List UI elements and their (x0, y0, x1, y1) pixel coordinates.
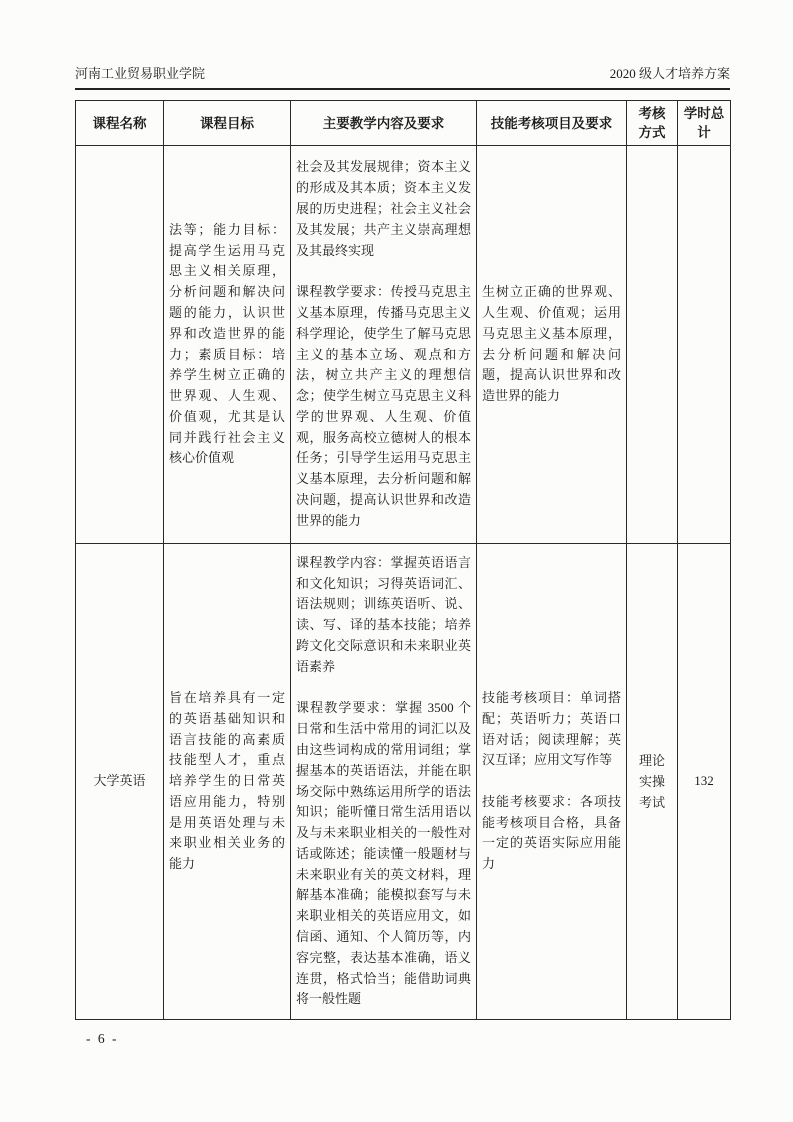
content-paragraph: 课程教学内容：掌握英语语言和文化知识；习得英语词汇、语法规则；训练英语听、说、读、写、译的基本技能；培养跨文化交际意识和未来职业英语素养 (296, 554, 471, 674)
objectives-text: 旨在培养具有一定的英语基础知识和语言技能的高素质技能型人才，重点培养学生的日常英语应用能力，特别是用英语处理与未来职业相关业务的能力 (169, 689, 285, 872)
content-paragraph: 课程教学要求：传授马克思主义基本原理，传播马克思主义科学理论，使学生了解马克思主义的基本立场、观点和方法，树立共产主义的理想信念；使学生树立马克思主义科学的世界观、人生观、价值观，服务高校立德树人的根本任务；引导学生运用马克思主义基本原理，去分析问题和解决问题，提高认识世界和改造世界的能力 (296, 284, 471, 528)
course-table (75, 100, 731, 1020)
table-row (76, 544, 731, 1020)
content-paragraph: 课程教学要求：掌握 3500 个日常和生活中常用的词汇以及由这些词构成的常用词组；掌握基本的英语语法，并能在职场交际中熟练运用所学的语法知识；能听懂日常生活用语以及与未来职业相关的一般性对话或陈述；能读懂一般题材与未来职业有关的英文材料，理解基本准确；能模拟套写与未来职业相关的英语应用文，如信函、通知、个人简历等，内容完整，表达基本准确，语义连贯，格式恰当；能借助词典将一般性题 (296, 700, 471, 1007)
cell-course-objectives (164, 146, 291, 544)
total-hours-value: 132 (694, 773, 714, 789)
page-number: - 6 - (86, 1031, 119, 1046)
cell-skill-assessment (477, 146, 627, 544)
table-header-row (76, 101, 731, 146)
cell-total-hours (678, 146, 731, 544)
assessment-paragraph: 技能考核要求：各项技能考核项目合格，具备一定的英语实际应用能力 (482, 793, 621, 872)
col-header-total-hours: 学时总计 (678, 101, 731, 146)
col-header-course-objectives: 课程目标 (164, 101, 291, 146)
cell-skill-assessment (477, 544, 627, 1020)
table-row (76, 146, 731, 544)
cell-course-objectives (164, 544, 291, 1020)
assessment-method-text: 理论实操考试 (638, 753, 665, 810)
objectives-text: 法等；能力目标：提高学生运用马克思主义相关原理，分析问题和解决问题的能力，认识世界和改造世界的能力；素质目标：培养学生树立正确的世界观、人生观、价值观，尤其是认同并践行社会主义核心价值观 (169, 221, 285, 466)
assessment-paragraph: 技能考核项目：单词搭配；英语听力；英语口语对话；阅读理解；英汉互译；应用文写作等 (482, 689, 621, 768)
header-divider (75, 88, 730, 90)
col-header-assessment-method: 考核方式 (627, 101, 678, 146)
cell-teaching-content (291, 544, 477, 1020)
header-school-name: 河南工业贸易职业学院 (75, 66, 206, 81)
col-header-skill-assessment: 技能考核项目及要求 (477, 101, 627, 146)
cell-assessment-method (627, 544, 678, 1020)
document-header (75, 66, 730, 82)
cell-course-name (76, 544, 164, 1020)
content-paragraph: 社会及其发展规律；资本主义的形成及其本质；资本主义发展的历史进程；社会主义社会及其发展；共产主义崇高理想及其最终实现 (296, 159, 471, 258)
cell-teaching-content (291, 146, 477, 544)
cell-total-hours (678, 544, 731, 1020)
header-doc-title: 2020 级人才培养方案 (609, 66, 730, 81)
assessment-paragraph: 生树立正确的世界观、人生观、价值观；运用马克思主义基本原理，去分析问题和解决问题，提高认识世界和改造世界的能力 (482, 284, 621, 404)
cell-course-name (76, 146, 164, 544)
course-name-text: 大学英语 (93, 773, 146, 789)
cell-assessment-method (627, 146, 678, 544)
col-header-course-name: 课程名称 (76, 101, 164, 146)
col-header-teaching-content: 主要教学内容及要求 (291, 101, 477, 146)
